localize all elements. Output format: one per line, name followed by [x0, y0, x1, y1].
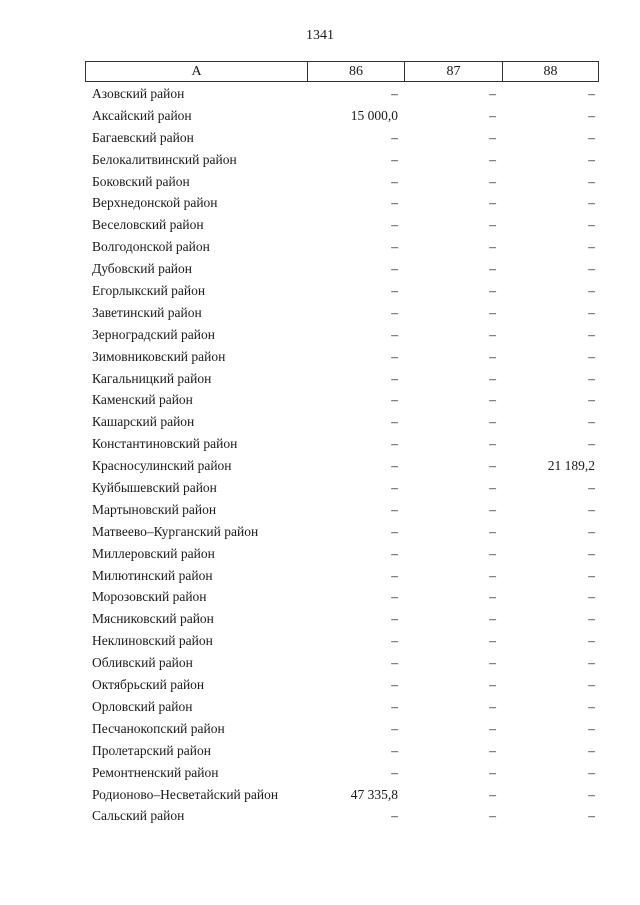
- value-cell-86: –: [391, 370, 398, 386]
- district-name-cell: Морозовский район: [92, 589, 207, 605]
- table-row: [0, 412, 640, 434]
- value-cell-86: –: [391, 523, 398, 539]
- table-row: [0, 522, 640, 544]
- value-cell-87: –: [489, 392, 496, 408]
- column-header-87: 87: [404, 62, 502, 81]
- value-cell-88: –: [588, 698, 595, 714]
- district-name-cell: Куйбышевский район: [92, 480, 217, 496]
- value-cell-88: –: [588, 611, 595, 627]
- table-row: [0, 215, 640, 237]
- value-cell-88: –: [588, 436, 595, 452]
- table-row: [0, 193, 640, 215]
- district-name-cell: Сальский район: [92, 808, 185, 824]
- value-cell-88: –: [588, 348, 595, 364]
- value-cell-88: –: [588, 195, 595, 211]
- value-cell-88: –: [588, 633, 595, 649]
- table-row: [0, 150, 640, 172]
- table-row: [0, 369, 640, 391]
- value-cell-88: –: [588, 151, 595, 167]
- table-row: [0, 631, 640, 653]
- district-name-cell: Боковский район: [92, 173, 190, 189]
- district-name-cell: Багаевский район: [92, 129, 194, 145]
- value-cell-86: –: [391, 195, 398, 211]
- value-cell-88: –: [588, 173, 595, 189]
- value-cell-87: –: [489, 304, 496, 320]
- table-row: [0, 763, 640, 785]
- table-row: [0, 675, 640, 697]
- value-cell-88: –: [588, 677, 595, 693]
- value-cell-88: –: [588, 304, 595, 320]
- district-name-cell: Дубовский район: [92, 261, 193, 277]
- district-name-cell: Милютинский район: [92, 567, 213, 583]
- value-cell-86: –: [391, 720, 398, 736]
- value-cell-86: –: [391, 304, 398, 320]
- district-name-cell: Родионово–Несветайский район: [92, 786, 279, 802]
- table-row: [0, 281, 640, 303]
- table-row: [0, 84, 640, 106]
- value-cell-86: –: [391, 151, 398, 167]
- table-row: [0, 172, 640, 194]
- value-cell-88: –: [588, 764, 595, 780]
- table-row: [0, 390, 640, 412]
- value-cell-87: –: [489, 151, 496, 167]
- district-name-cell: Мясниковский район: [92, 611, 214, 627]
- value-cell-87: –: [489, 283, 496, 299]
- value-cell-86: –: [391, 458, 398, 474]
- district-name-cell: Мартыновский район: [92, 501, 217, 517]
- value-cell-88: –: [588, 786, 595, 802]
- table-row: [0, 434, 640, 456]
- table-row: [0, 259, 640, 281]
- value-cell-86: –: [391, 326, 398, 342]
- district-name-cell: Матвеево–Курганский район: [92, 523, 259, 539]
- value-cell-87: –: [489, 633, 496, 649]
- district-name-cell: Зимовниковский район: [92, 348, 226, 364]
- value-cell-86: –: [391, 589, 398, 605]
- table-row: [0, 741, 640, 763]
- table-row: [0, 697, 640, 719]
- district-name-cell: Белокалитвинский район: [92, 151, 237, 167]
- column-header-88: 88: [502, 62, 598, 81]
- value-cell-88: –: [588, 392, 595, 408]
- value-cell-86: –: [391, 392, 398, 408]
- district-name-cell: Заветинский район: [92, 304, 202, 320]
- value-cell-88: –: [588, 655, 595, 671]
- column-header-86: 86: [307, 62, 404, 81]
- value-cell-87: –: [489, 195, 496, 211]
- value-cell-87: –: [489, 764, 496, 780]
- value-cell-86: –: [391, 173, 398, 189]
- district-name-cell: Кагальницкий район: [92, 370, 212, 386]
- value-cell-87: –: [489, 720, 496, 736]
- value-cell-88: –: [588, 217, 595, 233]
- value-cell-88: –: [588, 326, 595, 342]
- table-row: [0, 237, 640, 259]
- value-cell-87: –: [489, 348, 496, 364]
- district-name-cell: Егорлыкский район: [92, 283, 206, 299]
- table-row: [0, 785, 640, 807]
- value-cell-86: –: [391, 436, 398, 452]
- value-cell-86: –: [391, 808, 398, 824]
- value-cell-88: –: [588, 567, 595, 583]
- district-name-cell: Орловский район: [92, 698, 193, 714]
- district-name-cell: Октябрьский район: [92, 677, 205, 693]
- value-cell-86: –: [391, 86, 398, 101]
- value-cell-86: –: [391, 239, 398, 255]
- value-cell-87: –: [489, 414, 496, 430]
- value-cell-86: –: [391, 348, 398, 364]
- value-cell-87: –: [489, 611, 496, 627]
- district-name-cell: Ремонтненский район: [92, 764, 219, 780]
- district-name-cell: Азовский район: [92, 86, 185, 101]
- value-cell-87: –: [489, 655, 496, 671]
- district-name-cell: Каменский район: [92, 392, 193, 408]
- value-cell-88: –: [588, 107, 595, 123]
- value-cell-87: –: [489, 698, 496, 714]
- table-row: [0, 106, 640, 128]
- district-name-cell: Константиновский район: [92, 436, 238, 452]
- value-cell-86: –: [391, 633, 398, 649]
- value-cell-87: –: [489, 567, 496, 583]
- value-cell-87: –: [489, 261, 496, 277]
- value-cell-88: –: [588, 545, 595, 561]
- table-row: [0, 478, 640, 500]
- value-cell-87: –: [489, 436, 496, 452]
- value-cell-87: –: [489, 523, 496, 539]
- table-row: [0, 128, 640, 150]
- value-cell-86: –: [391, 283, 398, 299]
- district-name-cell: Волгодонской район: [92, 239, 210, 255]
- district-name-cell: Миллеровский район: [92, 545, 215, 561]
- value-cell-86: 47 335,8: [350, 786, 398, 802]
- table-row: [0, 653, 640, 675]
- value-cell-87: –: [489, 370, 496, 386]
- table-row: [0, 325, 640, 347]
- value-cell-88: –: [588, 808, 595, 824]
- value-cell-86: –: [391, 611, 398, 627]
- district-name-cell: Обливский район: [92, 655, 193, 671]
- value-cell-87: –: [489, 107, 496, 123]
- value-cell-87: –: [489, 217, 496, 233]
- value-cell-86: –: [391, 217, 398, 233]
- table-row: [0, 719, 640, 741]
- district-name-cell: Неклиновский район: [92, 633, 213, 649]
- table-row: [0, 303, 640, 325]
- table-row: [0, 500, 640, 522]
- table-row: [0, 609, 640, 631]
- value-cell-87: –: [489, 129, 496, 145]
- district-name-cell: Красносулинский район: [92, 458, 232, 474]
- table-header: [85, 61, 599, 82]
- value-cell-87: –: [489, 501, 496, 517]
- value-cell-87: –: [489, 545, 496, 561]
- value-cell-88: –: [588, 129, 595, 145]
- table-row: [0, 544, 640, 566]
- value-cell-86: –: [391, 677, 398, 693]
- table-row: [0, 347, 640, 369]
- district-name-cell: Кашарский район: [92, 414, 195, 430]
- district-name-cell: Верхнедонской район: [92, 195, 218, 211]
- value-cell-87: –: [489, 239, 496, 255]
- value-cell-87: –: [489, 808, 496, 824]
- value-cell-86: 15 000,0: [350, 107, 398, 123]
- district-name-cell: Аксайский район: [92, 107, 192, 123]
- value-cell-86: –: [391, 545, 398, 561]
- value-cell-86: –: [391, 261, 398, 277]
- value-cell-88: –: [588, 480, 595, 496]
- value-cell-86: –: [391, 655, 398, 671]
- value-cell-88: –: [588, 261, 595, 277]
- value-cell-86: –: [391, 742, 398, 758]
- value-cell-88: –: [588, 501, 595, 517]
- page-number: 1341: [306, 28, 334, 43]
- table-body: [0, 84, 640, 828]
- value-cell-87: –: [489, 458, 496, 474]
- district-name-cell: Пролетарский район: [92, 742, 211, 758]
- value-cell-86: –: [391, 414, 398, 430]
- value-cell-88: –: [588, 589, 595, 605]
- value-cell-88: –: [588, 414, 595, 430]
- value-cell-86: –: [391, 764, 398, 780]
- value-cell-86: –: [391, 129, 398, 145]
- value-cell-86: –: [391, 501, 398, 517]
- district-name-cell: Зерноградский район: [92, 326, 215, 342]
- value-cell-87: –: [489, 742, 496, 758]
- value-cell-88: –: [588, 86, 595, 101]
- value-cell-88: 21 189,2: [547, 458, 595, 474]
- value-cell-88: –: [588, 720, 595, 736]
- value-cell-86: –: [391, 567, 398, 583]
- value-cell-87: –: [489, 86, 496, 101]
- value-cell-88: –: [588, 742, 595, 758]
- table-row: [0, 587, 640, 609]
- value-cell-87: –: [489, 786, 496, 802]
- value-cell-87: –: [489, 173, 496, 189]
- table-row: [0, 806, 640, 828]
- value-cell-87: –: [489, 677, 496, 693]
- value-cell-88: –: [588, 239, 595, 255]
- value-cell-86: –: [391, 698, 398, 714]
- value-cell-88: –: [588, 523, 595, 539]
- value-cell-87: –: [489, 326, 496, 342]
- district-name-cell: Веселовский район: [92, 217, 204, 233]
- value-cell-88: –: [588, 370, 595, 386]
- table-row: [0, 566, 640, 588]
- value-cell-88: –: [588, 283, 595, 299]
- table-row: [0, 456, 640, 478]
- value-cell-87: –: [489, 480, 496, 496]
- district-name-cell: Песчанокопский район: [92, 720, 225, 736]
- column-header-a: A: [191, 63, 202, 79]
- value-cell-86: –: [391, 480, 398, 496]
- value-cell-87: –: [489, 589, 496, 605]
